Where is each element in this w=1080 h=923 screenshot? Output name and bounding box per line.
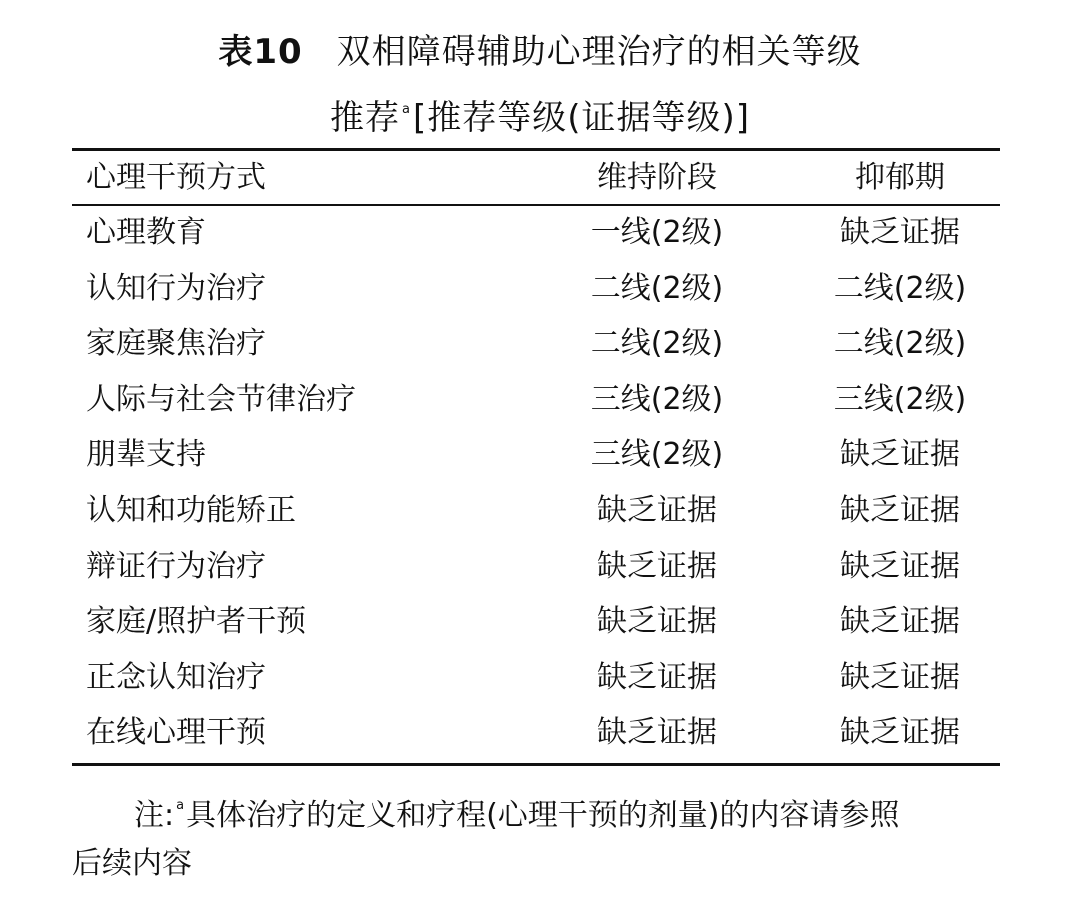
cell-maintenance: 三线(2级) xyxy=(590,437,724,473)
cell-intervention: 家庭/照护者干预 xyxy=(86,604,307,640)
cell-intervention: 在线心理干预 xyxy=(86,715,266,751)
cell-intervention: 辩证行为治疗 xyxy=(86,548,266,584)
cell-maintenance: 缺乏证据 xyxy=(597,659,717,695)
table-row xyxy=(72,263,1000,319)
header-intervention: 心理干预方式 xyxy=(86,160,266,195)
cell-depression: 缺乏证据 xyxy=(840,604,960,640)
cell-intervention: 正念认知治疗 xyxy=(86,659,266,695)
cell-intervention: 认知行为治疗 xyxy=(86,270,266,306)
table-row xyxy=(72,652,1000,708)
footnote-line-2: 后续内容 xyxy=(72,846,192,881)
cell-maintenance: 二线(2级) xyxy=(590,270,724,306)
cell-maintenance: 三线(2级) xyxy=(590,381,724,417)
table-subtitle xyxy=(0,88,1080,140)
footnote-line-1 xyxy=(72,782,1012,840)
cell-maintenance: 缺乏证据 xyxy=(597,715,717,751)
cell-maintenance: 缺乏证据 xyxy=(597,548,717,584)
footnote-marker: a xyxy=(401,102,411,117)
table-footnote xyxy=(72,782,1012,888)
cell-intervention: 心理教育 xyxy=(86,215,206,250)
header-maintenance: 维持阶段 xyxy=(597,160,717,195)
table-bottom-rule xyxy=(72,763,1000,766)
subtitle-prefix: 推荐 xyxy=(329,98,400,138)
table-row xyxy=(72,374,1000,430)
cell-depression: 缺乏证据 xyxy=(840,492,960,528)
footnote-marker: a xyxy=(176,798,185,813)
cell-depression: 缺乏证据 xyxy=(840,715,960,751)
header-depression: 抑郁期 xyxy=(855,160,945,195)
cell-maintenance: 一线(2级) xyxy=(590,215,724,250)
cell-intervention: 人际与社会节律治疗 xyxy=(86,381,356,417)
table-number: 表10 xyxy=(218,32,303,72)
table-row xyxy=(72,707,1000,763)
cell-depression: 缺乏证据 xyxy=(840,215,960,250)
table-body xyxy=(72,207,1000,763)
table-title xyxy=(0,30,1080,74)
table-header-rule xyxy=(72,204,1000,206)
footnote-text: 具体治疗的定义和疗程(心理干预的剂量)的内容请参照 xyxy=(186,798,900,833)
table-top-rule xyxy=(72,148,1000,151)
cell-intervention: 认知和功能矫正 xyxy=(86,492,296,528)
cell-depression: 二线(2级) xyxy=(833,326,967,362)
cell-maintenance: 缺乏证据 xyxy=(597,492,717,528)
cell-depression: 缺乏证据 xyxy=(840,659,960,695)
cell-maintenance: 缺乏证据 xyxy=(597,604,717,640)
table-row xyxy=(72,485,1000,541)
table-row xyxy=(72,207,1000,263)
table-row xyxy=(72,429,1000,485)
cell-depression: 二线(2级) xyxy=(833,270,967,306)
table-title-text: 双相障碍辅助心理治疗的相关等级 xyxy=(336,32,862,72)
table-row xyxy=(72,596,1000,652)
table-header-row xyxy=(72,152,1000,204)
subtitle-suffix: [推荐等级(证据等级)] xyxy=(412,98,751,138)
table-row xyxy=(72,541,1000,597)
cell-depression: 缺乏证据 xyxy=(840,548,960,584)
footnote-prefix: 注: xyxy=(134,798,175,833)
cell-intervention: 朋辈支持 xyxy=(86,437,206,473)
table-row xyxy=(72,318,1000,374)
cell-intervention: 家庭聚焦治疗 xyxy=(86,326,266,362)
cell-depression: 缺乏证据 xyxy=(840,437,960,473)
cell-depression: 三线(2级) xyxy=(833,381,967,417)
cell-maintenance: 二线(2级) xyxy=(590,326,724,362)
